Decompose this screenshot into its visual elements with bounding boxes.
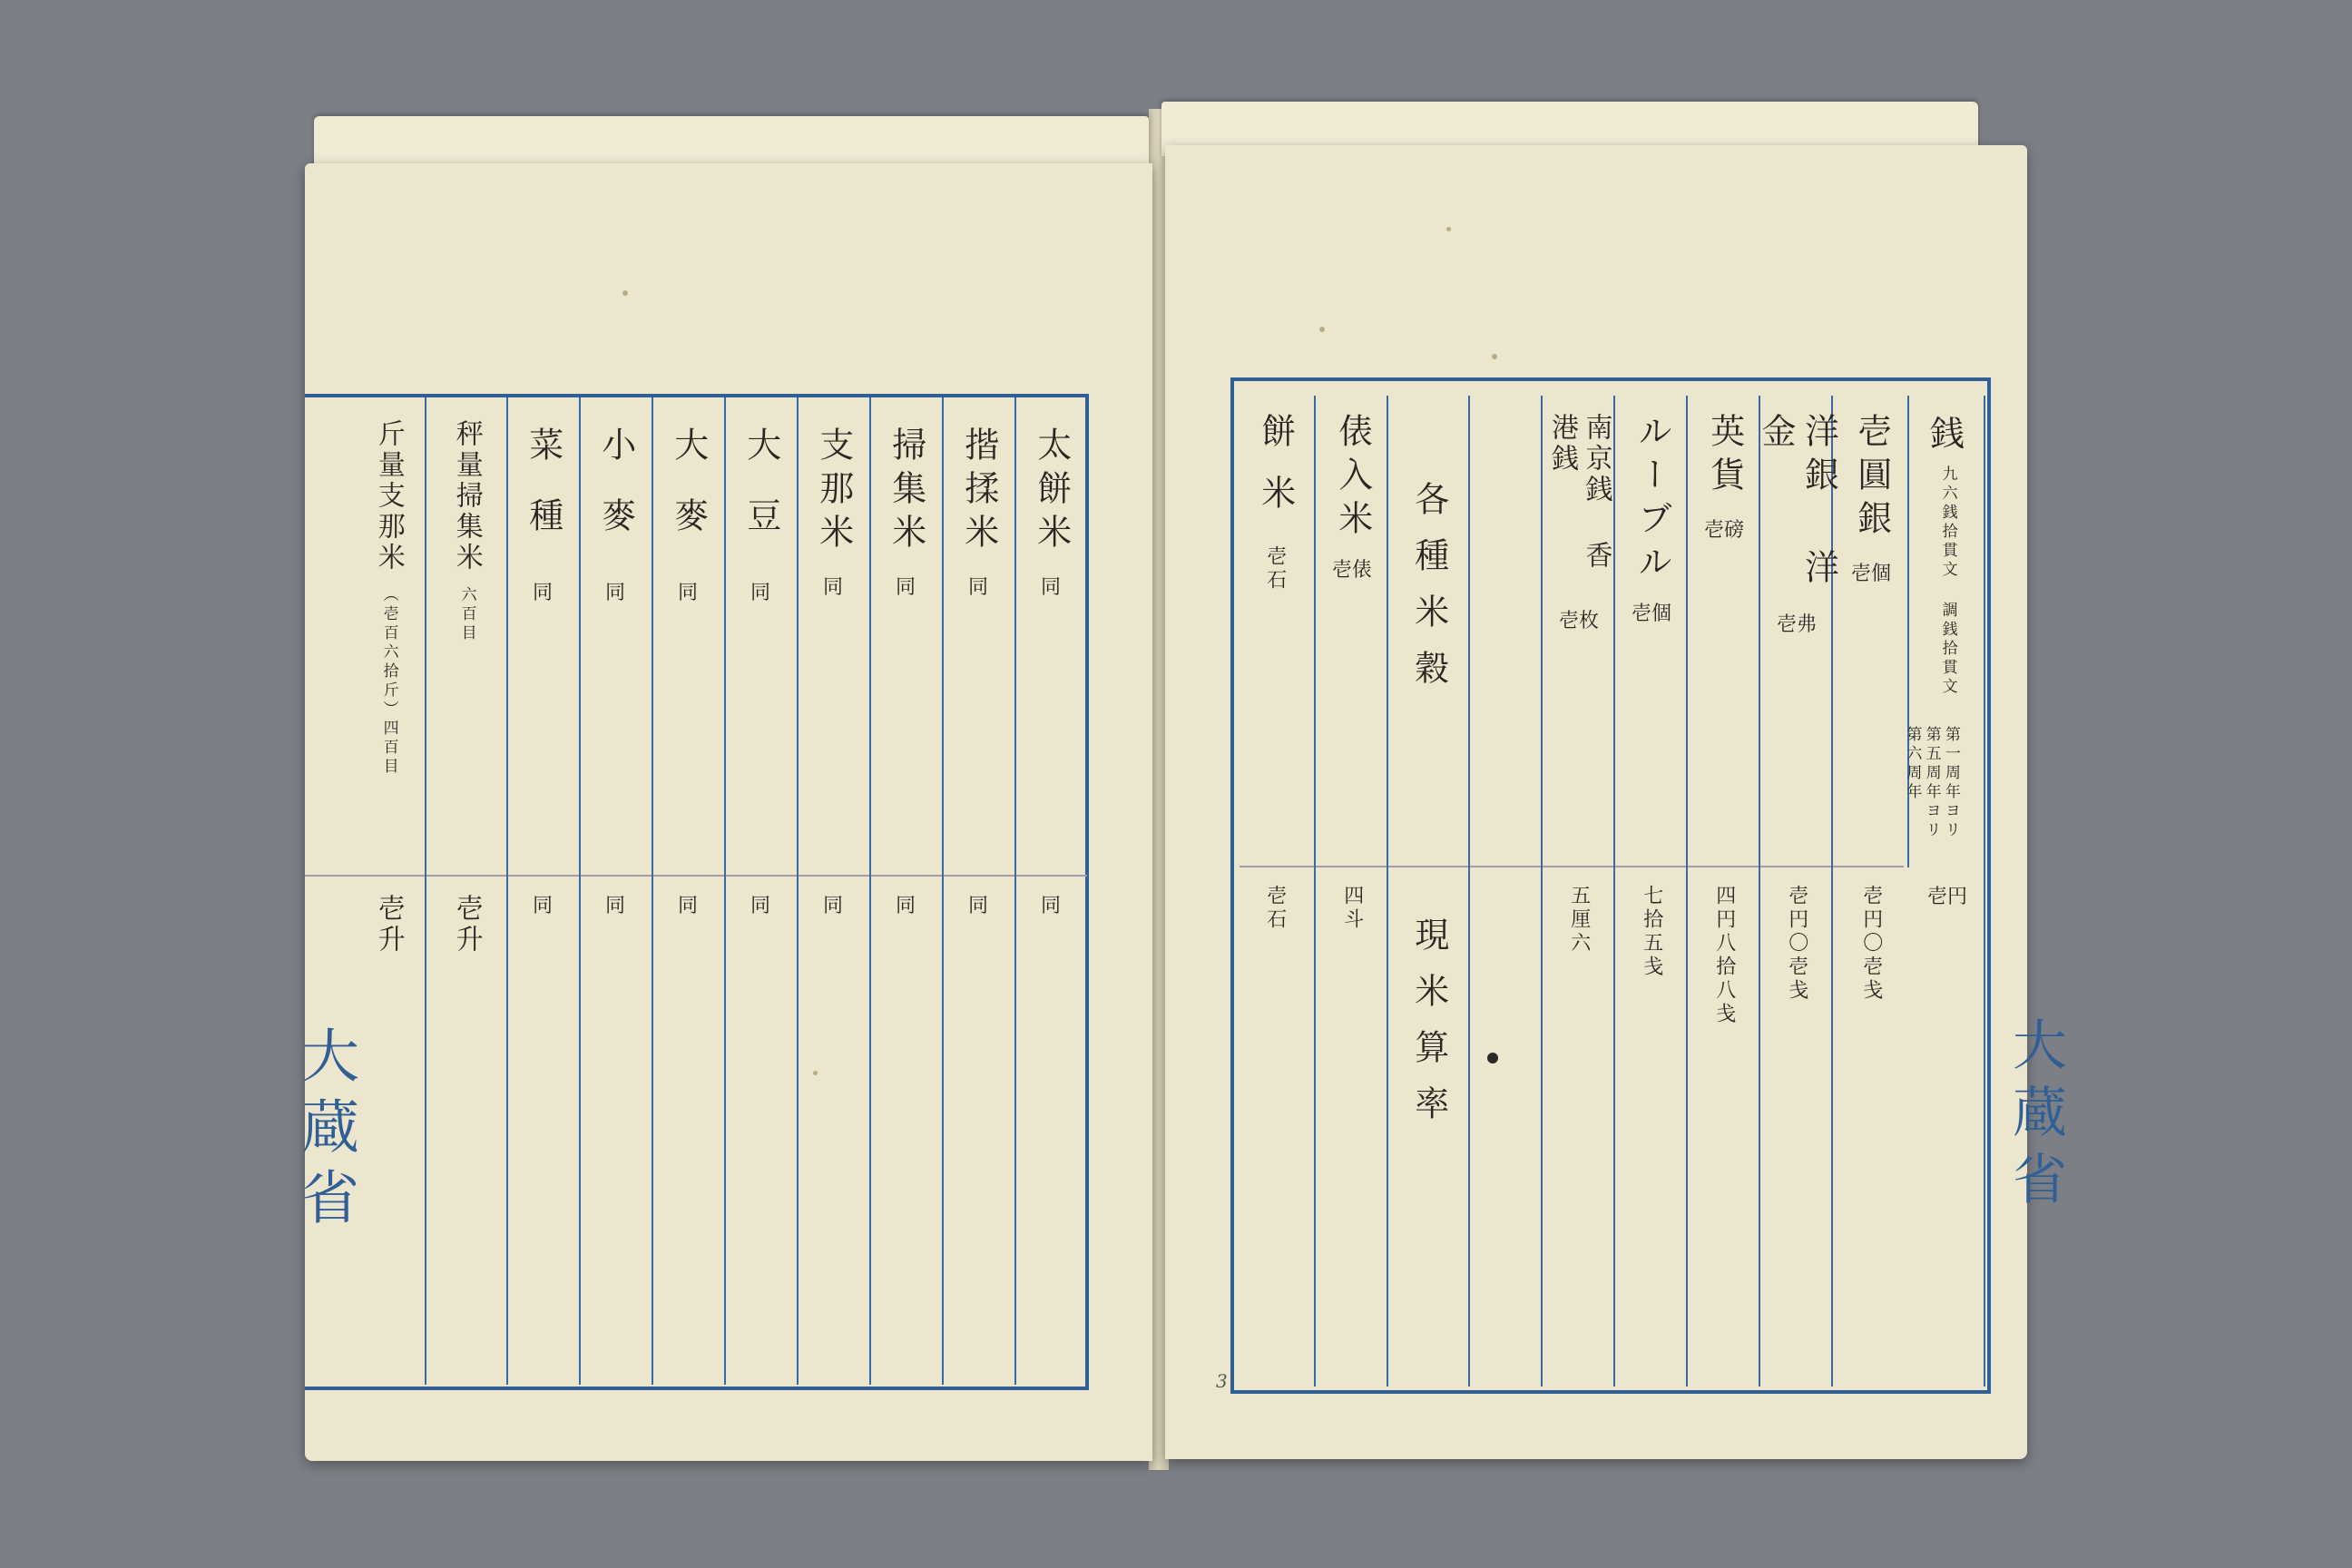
left-col-2: 揩揉米 同 — [958, 426, 999, 599]
left-edge-text: 大蔵省 — [291, 1025, 358, 1238]
left-col-3: 掃集米 同 — [886, 426, 926, 599]
right-col-4: 英貨 壱磅 — [1703, 413, 1745, 542]
left-col-5: 大豆 同 — [740, 426, 781, 604]
right-col-2: 壱圓銀 壱個 — [1850, 413, 1892, 585]
left-col-9: 秤量掃集米 六百目 — [450, 419, 483, 643]
right-col-1: 銭 九六銭拾貫文 調銭拾貫文 — [1929, 414, 1965, 697]
right-col-6: 南京銭 香港銭 壱枚 — [1546, 413, 1612, 632]
right-edge-text: 大蔵省 — [2004, 1016, 2067, 1218]
page-number: 3 — [1216, 1370, 1228, 1392]
right-col-5: ルーブル 壱個 — [1631, 413, 1672, 625]
left-col-1: 太餅米 同 — [1031, 426, 1072, 599]
open-book: 太餅米 同 同 揩揉米 同 同 掃集米 同 同 支那米 同 同 大豆 同 同 大麥 同 同 小麥 同 同 菜種 同 同 秤量掃集米 六百目 壱升 斤量支那米 （壱百六拾斤）四百目 壱升 大蔵省 銭 九六銭拾貫文 調銭拾貫文 第一周年ヨリ 第五周年ヨリ 第六周年 壱円 壱圓銀 壱個 壱円〇壱戋 洋銀 洋金 壱弗 壱円〇壱戋 英貨 壱磅 四円八拾八戋 ルーブル 壱個 七拾五戋 南京銭 香港銭 壱枚 五厘六 各種米穀 現米算率 俵入米 壱俵 四斗 餅米 壱石 壱石 3 大蔵省 — [0, 0, 2352, 1568]
right-col-8: 各種米穀 — [1408, 481, 1449, 706]
right-col-3: 洋銀 洋金 壱弗 — [1756, 413, 1839, 636]
left-col-4: 支那米 同 — [813, 426, 854, 599]
left-col-8: 菜種 同 — [523, 426, 564, 604]
left-divider — [305, 875, 1087, 877]
right-col-10: 餅米 壱石 — [1255, 413, 1296, 593]
left-col-10: 斤量支那米 （壱百六拾斤）四百目 — [372, 419, 405, 777]
left-col-7: 小麥 同 — [595, 426, 636, 604]
right-col-9: 俵入米 壱俵 — [1331, 413, 1373, 582]
left-col-6: 大麥 同 — [668, 426, 709, 604]
right-divider — [1240, 866, 1904, 867]
